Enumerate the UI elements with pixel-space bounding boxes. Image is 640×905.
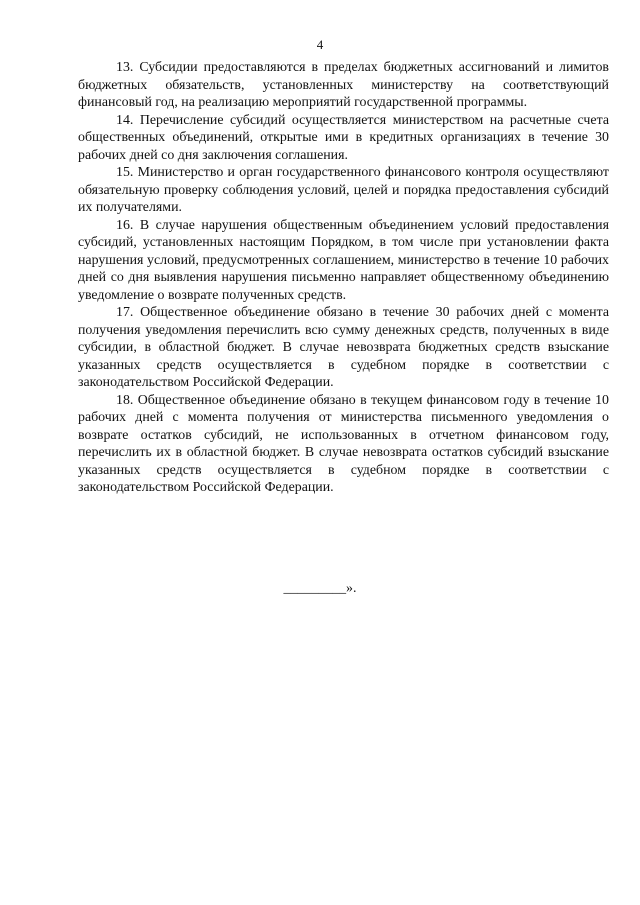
paragraph-13: 13. Субсидии предоставляются в пределах бюджетных ассигнований и лимитов бюджетных обязательств, установленных министерству на соответствующий финансовый год, на реализацию мероприятий государственной программы.: [78, 60, 609, 110]
paragraph-17: 17. Общественное объединение обязано в течение 30 рабочих дней с момента получения уведомления перечислить всю сумму денежных средств, полученных в виде субсидии, в областной бюджет. В случае невозврата бюджетных средств взыскание указанных средств осуществляется в судебном порядке в соответствии с законодательством Российской Федерации.: [78, 305, 609, 390]
paragraph-16: 16. В случае нарушения общественным объединением условий предоставления субсидий, установленных настоящим Порядком, в том числе при установлении факта нарушения условий, предусмотренных соглашением, министерство в течение 10 рабочих дней со дня выявления нарушения письменно направляет общественному объединению уведомление о возврате полученных средств.: [78, 217, 609, 303]
document-body: [78, 59, 609, 497]
paragraph-14: 14. Перечисление субсидий осуществляется министерством на расчетные счета общественных объединений, открытые ими в кредитных организациях в течение 30 рабочих дней со дня заключения соглашения.: [78, 112, 609, 163]
paragraph-18: 18. Общественное объединение обязано в текущем финансовом году в течение 10 рабочих дней с момента получения от министерства письменного уведомления о возврате остатков субсидий, не использованных в отчетном финансовом году, перечислить их в областной бюджет. В случае невозврата остатков субсидий взыскание указанных средств осуществляется в судебном порядке в соответствии с законодательством Российской Федерации.: [78, 392, 609, 495]
page-number: 4: [316, 37, 324, 52]
paragraph-15: 15. Министерство и орган государственного финансового контроля осуществляют обязательную проверку соблюдения условий, целей и порядка предоставления субсидий их получателями.: [78, 165, 609, 215]
closing-line: _________».: [283, 581, 357, 596]
